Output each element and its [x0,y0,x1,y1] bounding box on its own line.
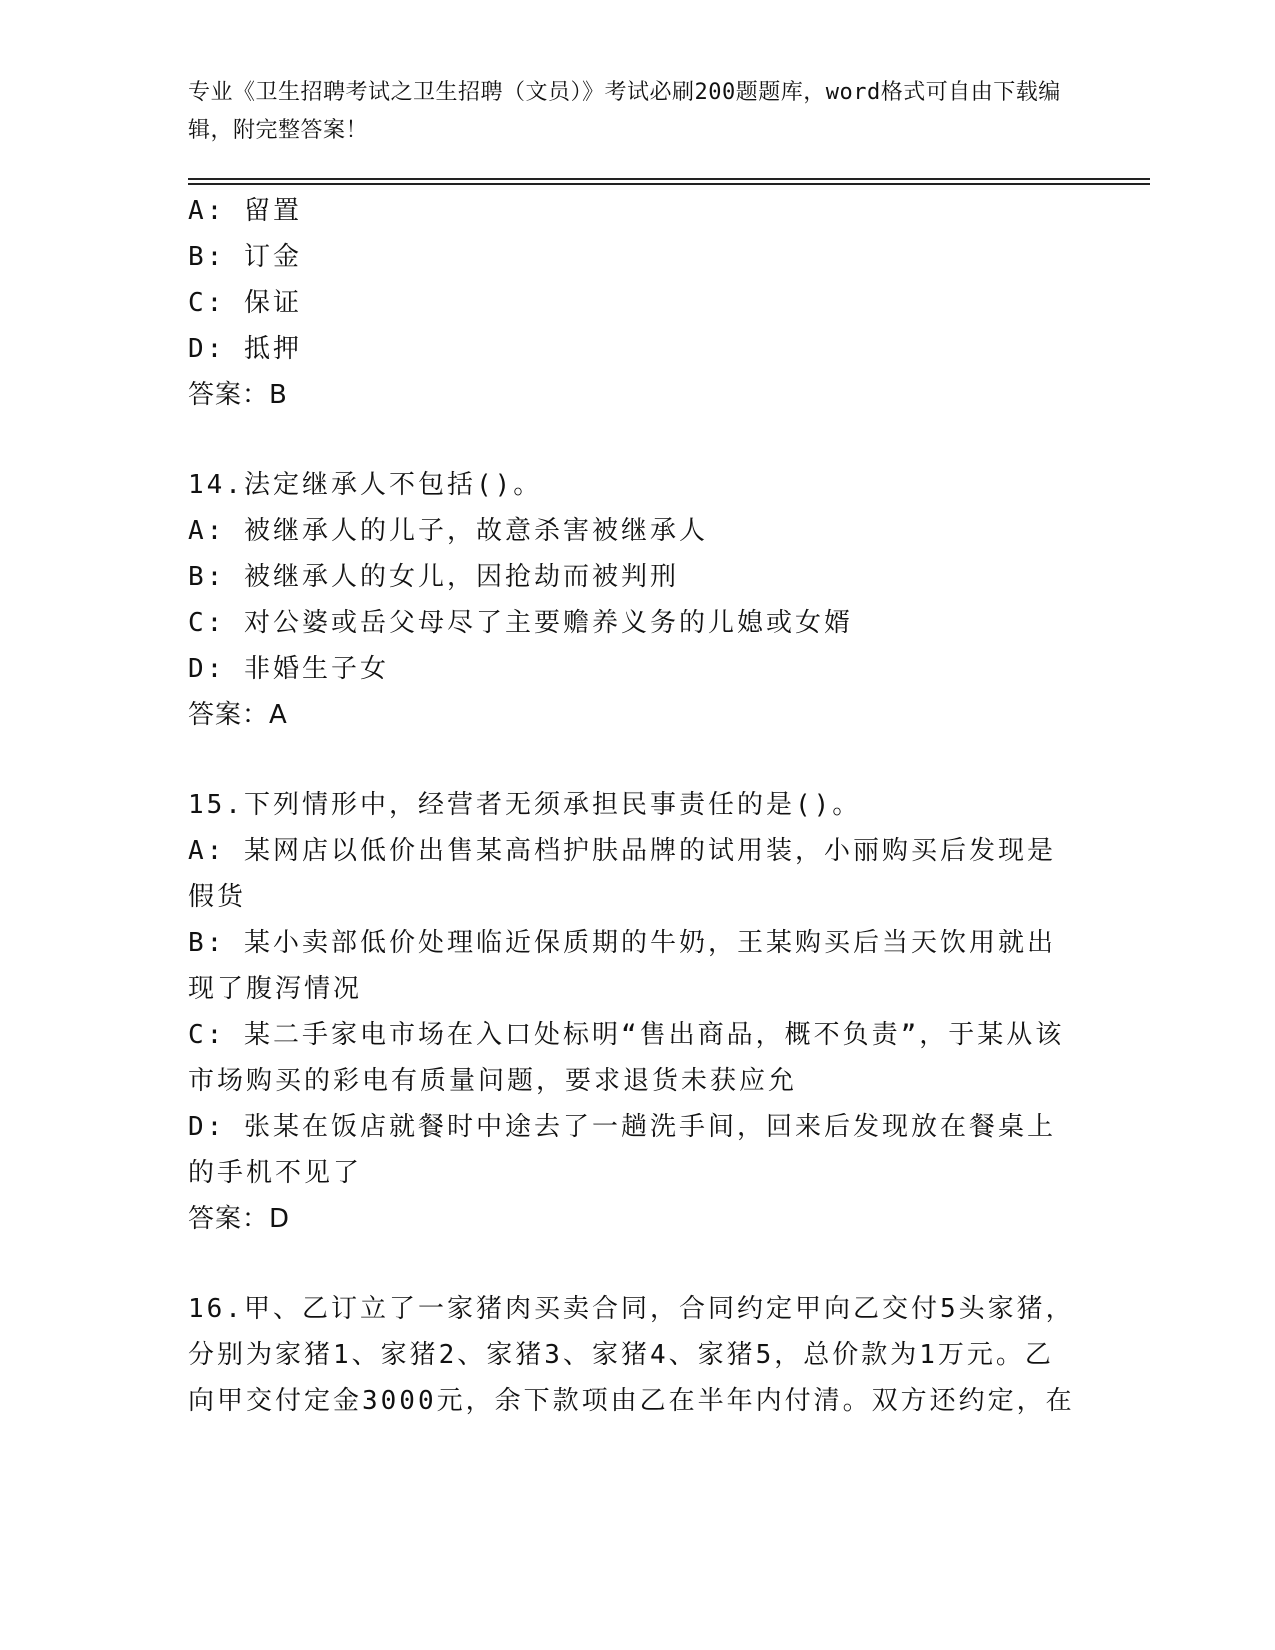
q14-option-d: D: 非婚生子女 [188,654,389,684]
header-divider-bottom [188,183,1150,185]
spacer [188,738,1078,782]
spacer [188,418,1078,462]
q15-option-c: C: 某二手家电市场在入口处标明“售出商品，概不负责”，于某从该市场购买的彩电有质量问题，要求退货未获应允 [188,1020,1065,1096]
q14-stem: 14.法定继承人不包括()。 [188,470,543,500]
q15-option-b: B: 某小卖部低价处理临近保质期的牛奶，王某购买后当天饮用就出现了腹泻情况 [188,928,1056,1004]
q15-answer: 答案：D [188,1204,291,1234]
header-divider-top [188,178,1150,180]
q15-option-a: A: 某网店以低价出售某高档护肤品牌的试用装，小丽购买后发现是假货 [188,836,1056,912]
page-header: 专业《卫生招聘考试之卫生招聘（文员）》考试必刷200题题库，word格式可自由下载编辑，附完整答案！ [188,80,1061,143]
q15-option-d: D: 张某在饭店就餐时中途去了一趟洗手间，回来后发现放在餐桌上的手机不见了 [188,1112,1056,1188]
q16-stem: 16.甲、乙订立了一家猪肉买卖合同，合同约定甲向乙交付5头家猪，分别为家猪1、家猪2、家猪3、家猪4、家猪5，总价款为1万元。乙向甲交付定金3000元，余下款项由乙在半年内付清。双方还约定，在 [188,1294,1075,1416]
spacer [188,1242,1078,1286]
q13-answer: 答案：B [188,380,288,410]
q14-option-a: A: 被继承人的儿子，故意杀害被继承人 [188,516,708,546]
q13-option-c: C: 保证 [188,288,302,318]
q13-option-d: D: 抵押 [188,334,302,364]
q14-option-c: C: 对公婆或岳父母尽了主要赡养义务的儿媳或女婿 [188,608,853,638]
q13-option-b: B: 订金 [188,242,302,272]
q13-option-a: A: 留置 [188,196,302,226]
q14-option-b: B: 被继承人的女儿，因抢劫而被判刑 [188,562,679,592]
q15-stem: 15.下列情形中，经营者无须承担民事责任的是()。 [188,790,862,820]
question-content [188,188,1078,1424]
q14-answer: 答案：A [188,700,288,730]
